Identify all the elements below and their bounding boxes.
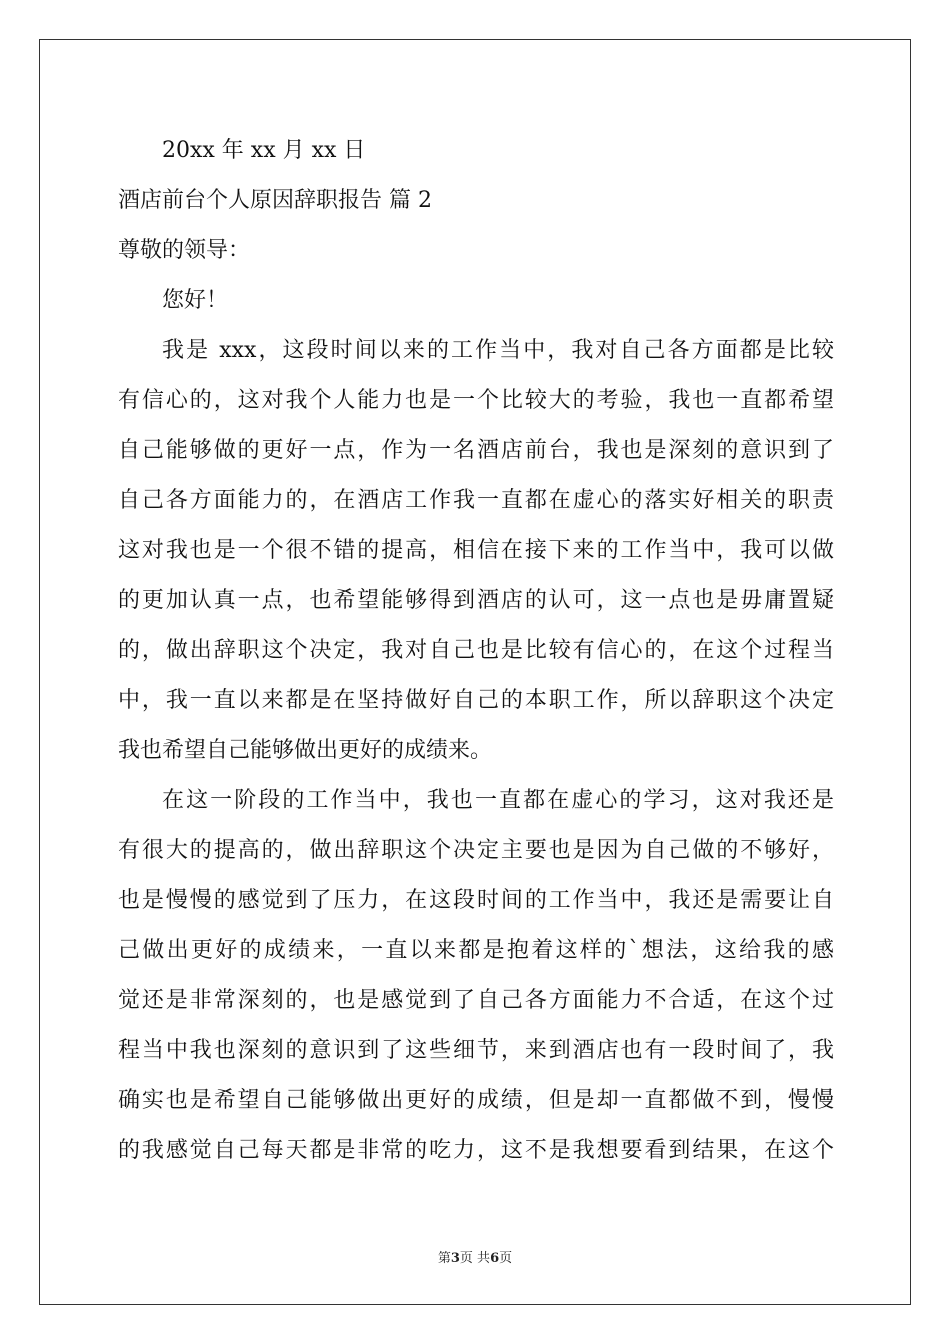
paragraph-line: 程当中我也深刻的意识到了这些细节，来到酒店也有一段时间了，我 bbox=[118, 1038, 834, 1063]
paragraph-line: 的我感觉自己每天都是非常的吃力，这不是我想要看到结果，在这个 bbox=[118, 1138, 834, 1163]
paragraph-line: 己做出更好的成绩来，一直以来都是抱着这样的`想法，这给我的感 bbox=[118, 938, 834, 963]
paragraph-line: 有很大的提高的，做出辞职这个决定主要也是因为自己做的不够好， bbox=[118, 838, 834, 863]
paragraph-line: 在这一阶段的工作当中，我也一直都在虚心的学习，这对我还是 bbox=[162, 788, 834, 813]
document-title: 酒店前台个人原因辞职报告 篇 2 bbox=[118, 188, 432, 213]
paragraph-line: 这对我也是一个很不错的提高，相信在接下来的工作当中，我可以做 bbox=[118, 538, 834, 563]
paragraph-line: 我也希望自己能够做出更好的成绩来。 bbox=[118, 738, 493, 763]
paragraph-line: 中，我一直以来都是在坚持做好自己的本职工作，所以辞职这个决定 bbox=[118, 688, 834, 713]
paragraph-line: 有信心的，这对我个人能力也是一个比较大的考验，我也一直都希望 bbox=[118, 388, 834, 413]
salutation: 尊敬的领导： bbox=[118, 238, 251, 263]
footer-middle: 页 共 bbox=[459, 1251, 491, 1266]
paragraph-line: 我是 xxx，这段时间以来的工作当中，我对自己各方面都是比较 bbox=[162, 338, 834, 363]
paragraph-2 bbox=[118, 776, 834, 1176]
footer-prefix: 第 bbox=[437, 1251, 451, 1266]
current-page-number: 3 bbox=[450, 1251, 460, 1266]
page-footer bbox=[0, 1247, 950, 1266]
paragraph-line: 也是慢慢的感觉到了压力，在这段时间的工作当中，我还是需要让自 bbox=[118, 888, 834, 913]
paragraph-line: 觉还是非常深刻的，也是感觉到了自己各方面能力不合适，在这个过 bbox=[118, 988, 834, 1013]
date-line: 20xx 年 xx 月 xx 日 bbox=[162, 138, 366, 163]
paragraph-line: 确实也是希望自己能够做出更好的成绩，但是却一直都做不到，慢慢 bbox=[118, 1088, 834, 1113]
paragraph-1 bbox=[118, 326, 834, 776]
total-pages-number: 6 bbox=[490, 1251, 500, 1266]
greeting: 您好！ bbox=[162, 288, 229, 313]
paragraph-line: 的更加认真一点，也希望能够得到酒店的认可，这一点也是毋庸置疑 bbox=[118, 588, 834, 613]
footer-suffix: 页 bbox=[499, 1251, 513, 1266]
paragraph-line: 的，做出辞职这个决定，我对自己也是比较有信心的，在这个过程当 bbox=[118, 638, 834, 663]
paragraph-line: 自己能够做的更好一点，作为一名酒店前台，我也是深刻的意识到了 bbox=[118, 438, 834, 463]
paragraph-line: 自己各方面能力的，在酒店工作我一直都在虚心的落实好相关的职责 bbox=[118, 488, 834, 513]
document-body bbox=[118, 126, 834, 1176]
